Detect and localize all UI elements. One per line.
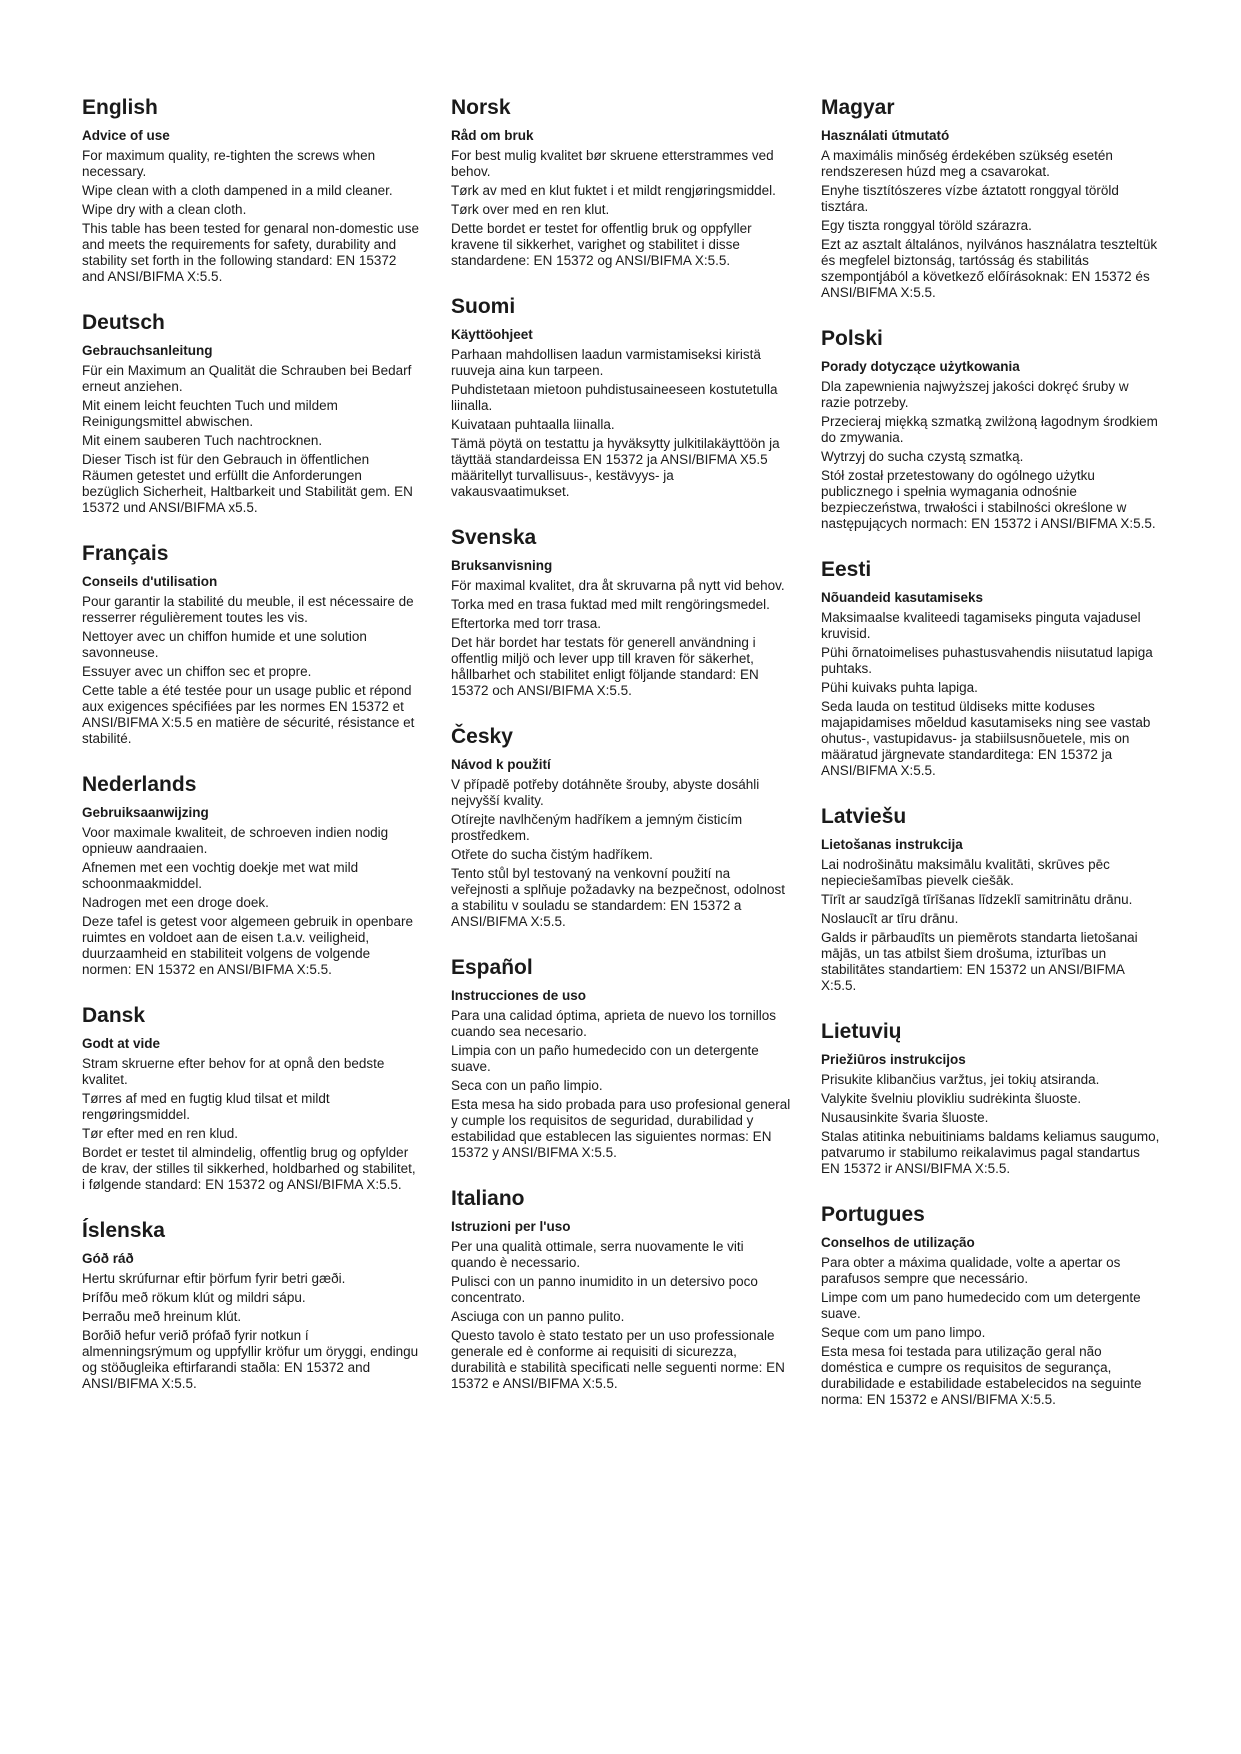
instruction-paragraph: Tīrīt ar saudzīgā tīrīšanas līdzeklī samitrinātu drānu.: [821, 892, 1133, 907]
instruction-paragraph: Pour garantir la stabilité du meuble, il est nécessaire de resserrer régulièrement toutes les vis.: [82, 594, 414, 625]
section-subtitle: Gebruiksaanwijzing: [82, 805, 209, 820]
section-subtitle: Használati útmutató: [821, 128, 950, 143]
language-section: [821, 327, 1161, 532]
language-heading: Magyar: [821, 96, 895, 119]
section-subtitle: Käyttöohjeet: [451, 327, 533, 342]
instruction-paragraph: Dla zapewnienia najwyższej jakości dokręć śruby w razie potrzeby.: [821, 379, 1129, 410]
language-heading: Eesti: [821, 558, 872, 581]
language-section: [821, 96, 1161, 301]
language-heading: Polski: [821, 327, 883, 350]
instruction-paragraph: Essuyer avec un chiffon sec et propre.: [82, 664, 312, 679]
language-section: [451, 956, 791, 1161]
instruction-paragraph: Limpe com um pano humedecido com um detergente suave.: [821, 1290, 1141, 1321]
language-section: [82, 96, 422, 285]
instruction-paragraph: Tento stůl byl testovaný na venkovní použití na veřejnosti a splňuje požadavky na bezpečnost, odolnost a stabilitu v souladu se standardem: EN 15372 a ANSI/BIFMA X:5.5.: [451, 866, 785, 929]
instruction-paragraph: Przecieraj miękką szmatką zwilżoną łagodnym środkiem do zmywania.: [821, 414, 1158, 445]
language-section: [451, 96, 791, 269]
section-subtitle: Advice of use: [82, 128, 170, 143]
instruction-paragraph: Pühi kuivaks puhta lapiga.: [821, 680, 978, 695]
section-subtitle: Nõuandeid kasutamiseks: [821, 590, 984, 605]
instruction-paragraph: Questo tavolo è stato testato per un uso professionale generale ed è conforme ai requisiti di sicurezza, durabilità e stabilità specificati nelle seguenti norme: EN 15372 e ANSI/BIFMA X:5.5.: [451, 1328, 785, 1391]
section-subtitle: Priežiūros instrukcijos: [821, 1052, 966, 1067]
instruction-paragraph: Tämä pöytä on testattu ja hyväksytty julkitilakäyttöön ja täyttää standardeissa EN 15372 ja ANSI/BIFMA X5.5 määritellyt turvallisuus-, kestävyys- ja vakausvaatimukset.: [451, 436, 780, 499]
column-3: [821, 96, 1161, 1434]
language-heading: Dansk: [82, 1004, 146, 1027]
section-subtitle: Bruksanvisning: [451, 558, 553, 573]
instruction-paragraph: Mit einem sauberen Tuch nachtrocknen.: [82, 433, 323, 448]
instruction-paragraph: For best mulig kvalitet bør skruene etterstrammes ved behov.: [451, 148, 774, 179]
language-heading: Italiano: [451, 1187, 525, 1210]
instruction-paragraph: Prisukite klibančius varžtus, jei tokių atsiranda.: [821, 1072, 1100, 1087]
language-heading: Nederlands: [82, 773, 197, 796]
language-heading: Íslenska: [82, 1219, 165, 1242]
instruction-paragraph: Limpia con un paño humedecido con un detergente suave.: [451, 1043, 759, 1074]
language-heading: Norsk: [451, 96, 511, 119]
instruction-paragraph: Stół został przetestowany do ogólnego użytku publicznego i spełnia wymagania odnośnie bezpieczeństwa, trwałości i stabilności określone w następujących normach: EN 15372 i ANSI/BIFMA X:5.5.: [821, 468, 1156, 531]
instruction-paragraph: Noslaucīt ar tīru drānu.: [821, 911, 959, 926]
instruction-paragraph: Esta mesa foi testada para utilização geral não doméstica e cumpre os requisitos de segurança, durabilidade e estabilidade estabelecidos na seguinte norma: EN 15372 e ANSI/BIFMA X:5.5.: [821, 1344, 1142, 1407]
instruction-paragraph: Tørk av med en klut fuktet i et mildt rengjøringsmiddel.: [451, 183, 776, 198]
instruction-paragraph: Det här bordet har testats för generell användning i offentlig miljö och lever upp till kraven för säkerhet, hållbarhet och stabilitet enligt följande standard: EN 15372 och ANSI/BIFMA X:5.5.: [451, 635, 759, 698]
instruction-paragraph: Valykite švelniu plovikliu sudrėkinta šluoste.: [821, 1091, 1082, 1106]
language-heading: Français: [82, 542, 169, 565]
language-heading: Suomi: [451, 295, 516, 318]
instruction-paragraph: Lai nodrošinātu maksimālu kvalitāti, skrūves pēc nepieciešamības pievelk ciešāk.: [821, 857, 1110, 888]
section-subtitle: Råd om bruk: [451, 128, 534, 143]
instruction-paragraph: Puhdistetaan mietoon puhdistusaineeseen kostutetulla liinalla.: [451, 382, 778, 413]
section-subtitle: Porady dotyczące użytkowania: [821, 359, 1020, 374]
instruction-paragraph: Para una calidad óptima, aprieta de nuevo los tornillos cuando sea necesario.: [451, 1008, 776, 1039]
instruction-paragraph: Seca con un paño limpio.: [451, 1078, 603, 1093]
instruction-paragraph: Stalas atitinka nebuitiniams baldams keliamus saugumo, patvarumo ir stabilumo reikalavimus pagal standartus EN 15372 ir ANSI/BIFMA X:5.5.: [821, 1129, 1160, 1176]
instruction-paragraph: Nadrogen met een droge doek.: [82, 895, 269, 910]
instruction-paragraph: Mit einem leicht feuchten Tuch und mildem Reinigungsmittel abwischen.: [82, 398, 338, 429]
instruction-paragraph: Eftertorka med torr trasa.: [451, 616, 602, 631]
instruction-paragraph: Þerraðu með hreinum klút.: [82, 1309, 242, 1324]
instruction-paragraph: Nusausinkite švaria šluoste.: [821, 1110, 989, 1125]
section-subtitle: Conseils d'utilisation: [82, 574, 218, 589]
instruction-paragraph: Wytrzyj do sucha czystą szmatką.: [821, 449, 1024, 464]
instruction-paragraph: Für ein Maximum an Qualität die Schrauben bei Bedarf erneut anziehen.: [82, 363, 412, 394]
section-subtitle: Istruzioni per l'uso: [451, 1219, 571, 1234]
instruction-paragraph: Otřete do sucha čistým hadříkem.: [451, 847, 653, 862]
instruction-paragraph: For maximum quality, re-tighten the screws when necessary.: [82, 148, 376, 179]
instruction-paragraph: Esta mesa ha sido probada para uso profesional general y cumple los requisitos de seguridad, durabilidad y estabilidad que establecen las siguientes normas: EN 15372 y ANSI/BIFMA X:5.5.: [451, 1097, 791, 1160]
section-subtitle: Godt at vide: [82, 1036, 161, 1051]
instruction-paragraph: Seda lauda on testitud üldiseks mitte koduses majapidamises mõeldud kasutamiseks ning see vastab ohutus-, vastupidavus- ja stabiilsusnõuetele, mis on määratud järgnevate standarditega: EN 15372 ja ANSI/BIFMA X:5.5.: [821, 699, 1151, 778]
instruction-paragraph: Stram skruerne efter behov for at opnå den bedste kvalitet.: [82, 1056, 385, 1087]
instruction-paragraph: Wipe clean with a cloth dampened in a mild cleaner.: [82, 183, 393, 198]
instruction-paragraph: Dette bordet er testet for offentlig bruk og oppfyller kravene til sikkerhet, varighet og stabilitet i disse standardene: EN 15372 og ANSI/BIFMA X:5.5.: [451, 221, 752, 268]
section-subtitle: Návod k použití: [451, 757, 551, 772]
instruction-paragraph: Galds ir pārbaudīts un piemērots standarta lietošanai mājās, un tas atbilst šiem drošuma, izturības un stabilitātes standartiem: EN 15372 un ANSI/BIFMA X:5.5.: [821, 930, 1138, 993]
instruction-paragraph: Dieser Tisch ist für den Gebrauch in öffentlichen Räumen getestet und erfüllt die Anforderungen bezüglich Sicherheit, Haltbarkeit und Stabilität gem. EN 15372 und ANSI/BIFMA x5.5.: [82, 452, 413, 515]
instruction-paragraph: Tør efter med en ren klud.: [82, 1126, 239, 1141]
language-heading: Español: [451, 956, 533, 979]
instruction-paragraph: Parhaan mahdollisen laadun varmistamiseksi kiristä ruuveja aina kun tarpeen.: [451, 347, 761, 378]
language-section: [82, 773, 422, 978]
instruction-paragraph: Pühi õrnatoimelises puhastusvahendis niisutatud lapiga puhtaks.: [821, 645, 1153, 676]
instruction-paragraph: Seque com um pano limpo.: [821, 1325, 986, 1340]
section-subtitle: Conselhos de utilização: [821, 1235, 975, 1250]
language-section: [451, 1187, 791, 1392]
instruction-paragraph: Pulisci con un panno inumidito in un detersivo poco concentrato.: [451, 1274, 758, 1305]
instruction-paragraph: Maksimaalse kvaliteedi tagamiseks pinguta vajadusel kruvisid.: [821, 610, 1141, 641]
instruction-paragraph: A maximális minőség érdekében szükség esetén rendszeresen húzd meg a csavarokat.: [821, 148, 1113, 179]
instruction-paragraph: Deze tafel is getest voor algemeen gebruik in openbare ruimtes en voldoet aan de eisen t.a.v. veiligheid, duurzaamheid en stabiliteit volgens de volgende normen: EN 15372 en ANSI/BIFMA X:5.5.: [82, 914, 413, 977]
instruction-paragraph: Wipe dry with a clean cloth.: [82, 202, 247, 217]
instruction-paragraph: Tørk over med en ren klut.: [451, 202, 610, 217]
language-section: [451, 526, 791, 699]
instruction-paragraph: This table has been tested for genaral non-domestic use and meets the requirements for safety, durability and stability set forth in the following standard: EN 15372 and ANSI/BIFMA X:5.5.: [82, 221, 419, 284]
column-2: [451, 96, 791, 1418]
instruction-paragraph: Asciuga con un panno pulito.: [451, 1309, 625, 1324]
instruction-paragraph: För maximal kvalitet, dra åt skruvarna på nytt vid behov.: [451, 578, 785, 593]
instruction-paragraph: Per una qualità ottimale, serra nuovamente le viti quando è necessario.: [451, 1239, 744, 1270]
instruction-paragraph: Kuivataan puhtaalla liinalla.: [451, 417, 615, 432]
instruction-paragraph: Para obter a máxima qualidade, volte a apertar os parafusos sempre que necessário.: [821, 1255, 1121, 1286]
section-subtitle: Gebrauchsanleitung: [82, 343, 213, 358]
instruction-paragraph: Hertu skrúfurnar eftir þörfum fyrir betri gæði.: [82, 1271, 346, 1286]
language-heading: Česky: [451, 725, 513, 748]
language-section: [82, 1004, 422, 1193]
language-section: [821, 805, 1161, 994]
instruction-paragraph: Nettoyer avec un chiffon humide et une solution savonneuse.: [82, 629, 367, 660]
instruction-paragraph: Ezt az asztalt általános, nyilvános használatra teszteltük és megfelel biztonság, tartósság és stabilitás szempontjából a következő előírásoknak: EN 15372 és ANSI/BIFMA X:5.5.: [821, 237, 1158, 300]
language-section: [82, 542, 422, 747]
language-heading: Svenska: [451, 526, 537, 549]
instruction-paragraph: Cette table a été testée pour un usage public et répond aux exigences spécifiées par les normes EN 15372 et ANSI/BIFMA X:5.5 en matière de sécurité, résistance et stabilité.: [82, 683, 415, 746]
instruction-paragraph: Þrífðu með rökum klút og mildri sápu.: [82, 1290, 306, 1305]
language-section: [82, 1219, 422, 1392]
instruction-paragraph: Egy tiszta ronggyal töröld szárazra.: [821, 218, 1032, 233]
instruction-paragraph: Torka med en trasa fuktad med milt rengöringsmedel.: [451, 597, 770, 612]
language-heading: Portugues: [821, 1203, 925, 1226]
language-heading: Latviešu: [821, 805, 907, 828]
section-subtitle: Instrucciones de uso: [451, 988, 587, 1003]
language-section: [82, 311, 422, 516]
language-section: [821, 1020, 1161, 1177]
language-heading: Lietuvių: [821, 1020, 902, 1043]
language-heading: English: [82, 96, 158, 119]
language-section: [821, 1203, 1161, 1408]
language-heading: Deutsch: [82, 311, 165, 334]
language-section: [451, 725, 791, 930]
instruction-paragraph: Voor maximale kwaliteit, de schroeven indien nodig opnieuw aandraaien.: [82, 825, 389, 856]
section-subtitle: Góð ráð: [82, 1251, 134, 1266]
instruction-paragraph: Borðið hefur verið prófað fyrir notkun í almenningsrýmum og uppfyllir kröfur um öryggi, endingu og stöðugleika eftirfarandi staðla: EN 15372 and ANSI/BIFMA X:5.5.: [82, 1328, 419, 1391]
instruction-paragraph: Bordet er testet til almindelig, offentlig brug og opfylder de krav, der stilles til sikkerhed, holdbarhed og stabilitet, i følgende standard: EN 15372 og ANSI/BIFMA X:5.5.: [82, 1145, 416, 1192]
language-section: [821, 558, 1161, 779]
instruction-paragraph: V případě potřeby dotáhněte šrouby, abyste dosáhli nejvyšší kvality.: [451, 777, 760, 808]
instruction-paragraph: Enyhe tisztítószeres vízbe áztatott ronggyal töröld tisztára.: [821, 183, 1119, 214]
language-section: [451, 295, 791, 500]
section-subtitle: Lietošanas instrukcija: [821, 837, 963, 852]
instruction-paragraph: Afnemen met een vochtig doekje met wat mild schoonmaakmiddel.: [82, 860, 359, 891]
instruction-paragraph: Otírejte navlhčeným hadříkem a jemným čisticím prostředkem.: [451, 812, 743, 843]
column-1: [82, 96, 422, 1418]
instruction-paragraph: Tørres af med en fugtig klud tilsat et mildt rengøringsmiddel.: [82, 1091, 330, 1122]
